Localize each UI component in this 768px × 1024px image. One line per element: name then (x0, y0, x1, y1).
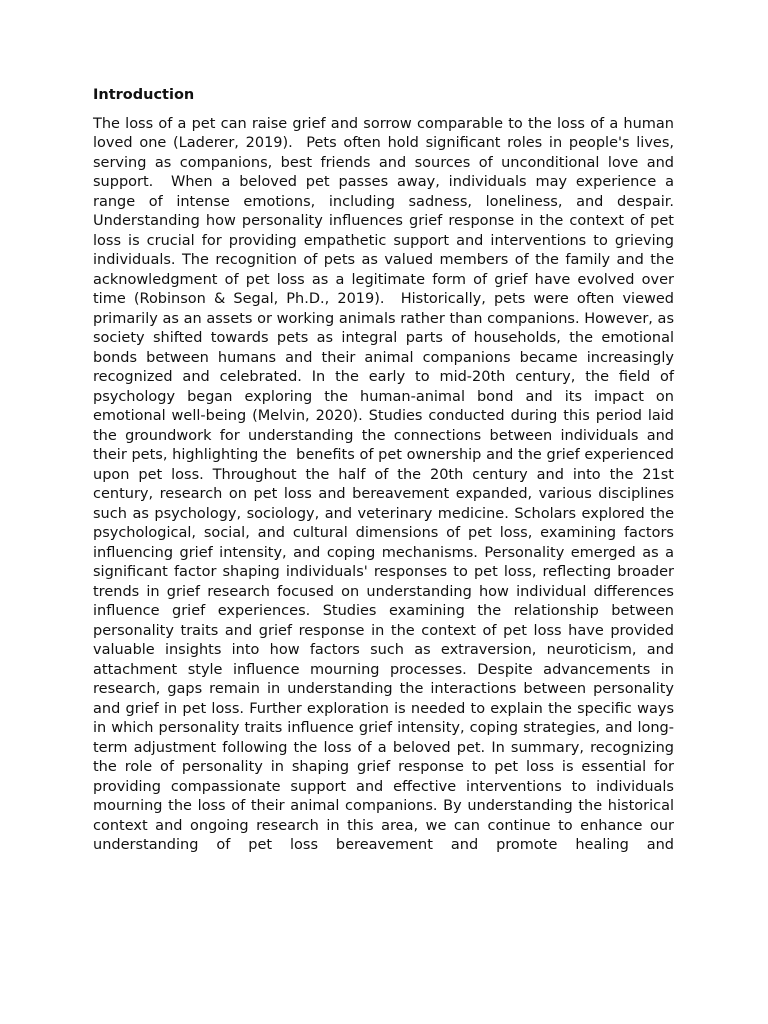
document-content (93, 86, 679, 856)
section-heading: Introduction (93, 87, 195, 103)
body-paragraph: The loss of a pet can raise grief and sorrow comparable to the loss of a human loved one (Laderer, 2019). Pets often hold significant roles in people's lives, serving as companions, best friends and sources of unconditional love and support. When a beloved pet passes away, individuals may experience a range of intense emotions, including sadness, loneliness, and despair. Understanding how personality influences grief response in the context of pet loss is crucial for providing empathetic support and interventions to grieving individuals. The recognition of pets as valued members of the family and the acknowledgment of pet loss as a legitimate form of grief have evolved over time (Robinson & Segal, Ph.D., 2019). Historically, pets were often viewed primarily as an assets or working animals rather than companions. However, as society shifted towards pets as integral parts of households, the emotional bonds between humans and their animal companions became increasingly recognized and celebrated. In the early to mid-20th century, the field of psychology began exploring the human-animal bond and its impact on emotional well-being (Melvin, 2020). Studies conducted during this period laid the groundwork for understanding the connections between individuals and their pets, highlighting the benefits of pet ownership and the grief experienced upon pet loss. Throughout the half of the 20th century and into the 21st century, research on pet loss and bereavement expanded, various disciplines such as psychology, sociology, and veterinary medicine. Scholars explored the psychological, social, and cultural dimensions of pet loss, examining factors influencing grief intensity, and coping mechanisms. Personality emerged as a significant factor shaping individuals' responses to pet loss, reflecting broader trends in grief research focused on understanding how individual differences influence grief experiences. Studies examining the relationship between personality traits and grief response in the context of pet loss have provided valuable insights into how factors such as extraversion, neuroticism, and attachment style influence mourning processes. Despite advancements in research, gaps remain in understanding the interactions between personality and grief in pet loss. Further exploration is needed to explain the specific ways in which personality traits influence grief intensity, coping strategies, and long-term adjustment following the loss of a beloved pet. In summary, recognizing the role of personality in shaping grief response to pet loss is essential for providing compassionate support and effective interventions to individuals mourning the loss of their animal companions. By understanding the historical context and ongoing research in this area, we can continue to enhance our understanding of pet loss bereavement and promote healing and (93, 115, 679, 853)
